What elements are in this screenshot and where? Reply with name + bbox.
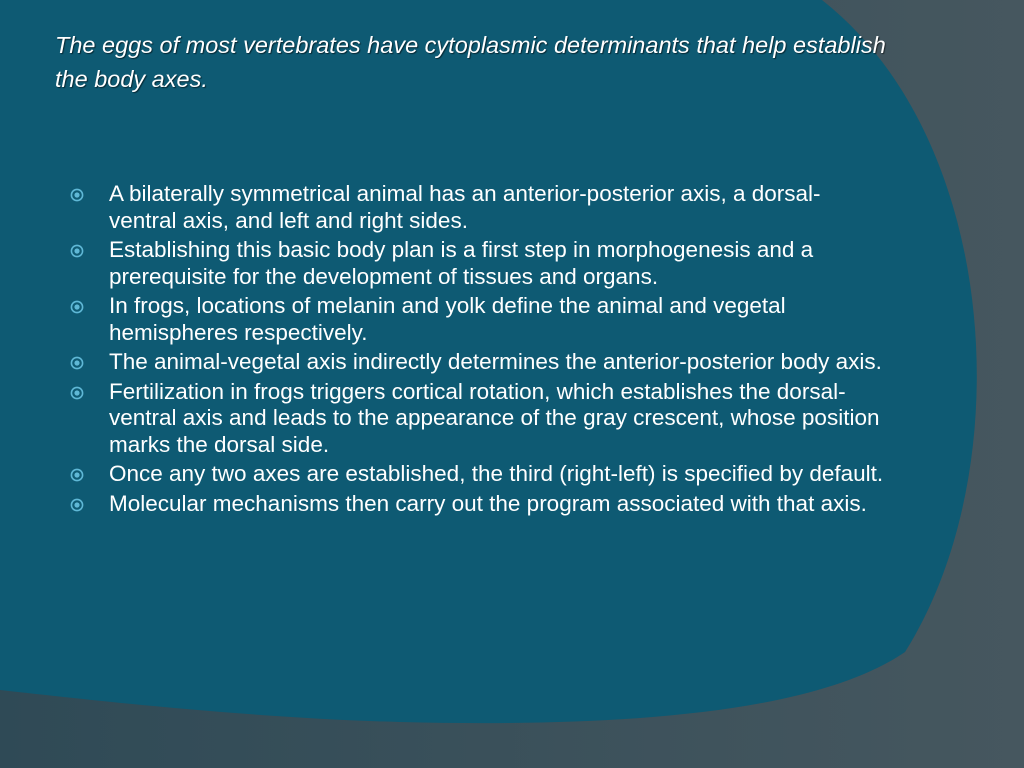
bullet-text: In frogs, locations of melanin and yolk define the animal and vegetal hemispheres respectively. xyxy=(109,293,786,345)
circled-dot-icon xyxy=(70,386,84,400)
bullet-text: The animal-vegetal axis indirectly determines the anterior-posterior body axis. xyxy=(109,349,882,374)
circled-dot-icon xyxy=(70,356,84,370)
circled-dot-icon xyxy=(70,468,84,482)
circled-dot-icon xyxy=(70,244,84,258)
bullet-text: Molecular mechanisms then carry out the program associated with that axis. xyxy=(109,490,867,516)
bullet-text: Once any two axes are established, the third (right-left) is specified by default. xyxy=(109,461,884,486)
bullet-item xyxy=(70,349,885,376)
circled-dot-icon xyxy=(70,300,84,314)
slide-title: The eggs of most vertebrates have cytoplasmic determinants that help establish the body axes. xyxy=(55,32,886,92)
bullet-item xyxy=(70,491,885,518)
circled-dot-icon xyxy=(70,188,84,202)
bullet-text: Establishing this basic body plan is a first step in morphogenesis and a prerequisite for the development of tissues and organs. xyxy=(109,237,814,289)
bullet-list xyxy=(70,181,885,520)
circled-dot-icon xyxy=(70,498,84,512)
bullet-text: Fertilization in frogs triggers cortical rotation, which establishes the dorsal-ventral axis and leads to the appearance of the gray crescent, whose position marks the dorsal side. xyxy=(109,378,880,457)
bullet-item xyxy=(70,181,885,234)
bullet-text: A bilaterally symmetrical animal has an anterior-posterior axis, a dorsal-ventral axis, and left and right sides. xyxy=(109,181,821,233)
bullet-item xyxy=(70,379,885,459)
bullet-item xyxy=(70,461,885,488)
bullet-item xyxy=(70,237,885,290)
bullet-item xyxy=(70,293,885,346)
